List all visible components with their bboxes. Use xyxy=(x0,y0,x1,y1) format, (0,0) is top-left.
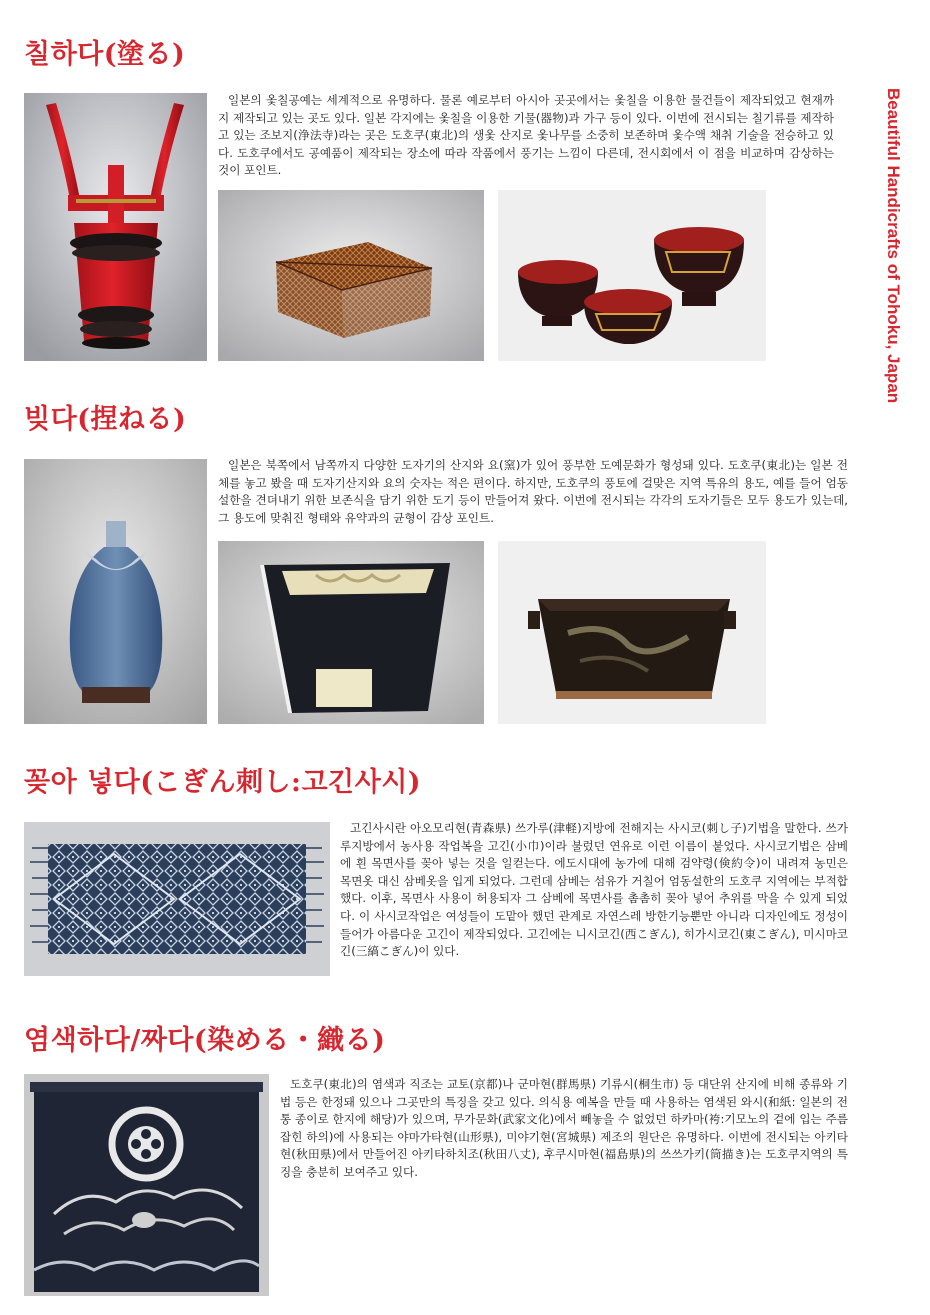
section-heading-kogin: 꽂아 넣다(こぎん刺し:고긴사시) xyxy=(24,767,422,798)
section-heading-dyeing: 염색하다/짜다(染める・織る) xyxy=(24,1025,386,1056)
lacquer-bowls-photo xyxy=(498,190,766,361)
ceramic-vase-photo xyxy=(24,459,207,724)
indigo-dyed-cloth-photo xyxy=(24,1074,269,1296)
side-title-text: Beautiful Handicrafts of Tohoku, Japan xyxy=(884,88,903,404)
section-body-kogin: 고긴사시란 아오모리현(青森県) 쓰가루(津軽)지방에 전해지는 사시코(刺し子)기법을 말한다. 쓰가루지방에서 농사용 작업복을 고긴(小巾)이라 불렀던 연유로 이런 이름이 붙었다. 사시코기법은 삼베에 흰 목면사를 꽂아 넣는 것을 일컫는다. 에도시대에 농가에 대해 검약령(倹約令)이 내려져 농민은 목면옷 대신 삼베옷을 입게 되었다. 그런데 삼베는 섬유가 거칠어 엄동설한의 도호쿠 지역에는 부적합했다. 이후, 목면사 사용이 허용되자 그 삼베에 목면사를 촘촘히 꽂아 넣어 추위를 막을 수 있게 되었다. 이 사시코작업은 여성들이 도맡아 했던 관계로 자연스레 방한기능뿐만 아니라 디자인에도 정성이 들어가 아름다운 고긴이 제작되었다. 고긴에는 니시코긴(西こぎん), 히가시코긴(東こぎん), 미시마코긴(三縞こぎん)이 있다. xyxy=(340,821,848,959)
ceramic-brazier-photo xyxy=(218,541,484,724)
side-title xyxy=(882,88,904,488)
section-body-dyeing: 도호쿠(東北)의 염색과 직조는 교토(京都)나 군마현(群馬県) 기류시(桐生市) 등 대단위 산지에 비해 종류와 기법 등은 한정돼 있으나 그곳만의 특징을 갖고 있다. 의식용 예복을 만들 때 사용하는 염색된 와시(和紙: 일본의 전통 종이로 한지에 해당)가 있으며, 무가문화(武家文化)에서 빼놓을 수 없었던 하카마(袴:기모노의 겉에 입는 주름 잡힌 하의)에 사용되는 야마가타현(山形県), 미야기현(宮城県) 제조의 원단은 유명하다. 이번에 전시되는 아키타현(秋田県)에서 만들어진 아키타하치조(秋田八丈), 후쿠시마현(福島県)의 쓰쓰가키(筒描き)는 도호쿠지역의 특징을 충분히 보여주고 있다. xyxy=(280,1077,848,1179)
section-body-lacquer: 일본의 옻칠공예는 세계적으로 유명하다. 물론 예로부터 아시아 곳곳에서는 옻칠을 이용한 물건들이 제작되었고 현재까지 제작되고 있는 곳도 있다. 일본 각지에는 옻칠을 이용한 기물(器物)과 가구 등이 있다. 이번에 전시되는 칠기류를 제작하고 있는 조보지(浄法寺)라는 곳은 도호쿠(東北)의 생옻 산지로 옻나무를 소중히 보존하며 옻수액 채취 기술을 전승하고 있다. 도호쿠에서도 공예품이 제작되는 장소에 따라 작품에서 풍기는 느낌이 다른데, 전시회에서 이 점을 비교하며 감상하는 것이 포인트. xyxy=(218,93,834,178)
section-heading-pottery: 빚다(捏ねる) xyxy=(24,404,187,435)
red-lacquer-pail-photo xyxy=(24,93,207,361)
section-body-pottery: 일본은 북쪽에서 남쪽까지 다양한 도자기의 산지와 요(窯)가 있어 풍부한 도예문화가 형성돼 있다. 도호쿠(東北)는 일본 전체를 놓고 봤을 때 도자기산지와 요의 숫자는 적은 편이다. 하지만, 도호쿠의 풍토에 걸맞은 지역 특유의 용도, 예를 들어 엄동설한을 견뎌내기 위한 보존식을 담기 위한 도기 등이 만들어져 왔다. 이번에 전시되는 각각의 도자기들은 모두 용도가 있는데, 그 용도에 맞춰진 형태와 유약과의 균형이 감상 포인트. xyxy=(218,458,848,525)
kogin-textile-photo xyxy=(24,822,330,976)
section-heading-lacquer: 칠하다(塗る) xyxy=(24,39,186,70)
lacquer-box-photo xyxy=(218,190,484,361)
ceramic-basin-photo xyxy=(498,541,766,724)
